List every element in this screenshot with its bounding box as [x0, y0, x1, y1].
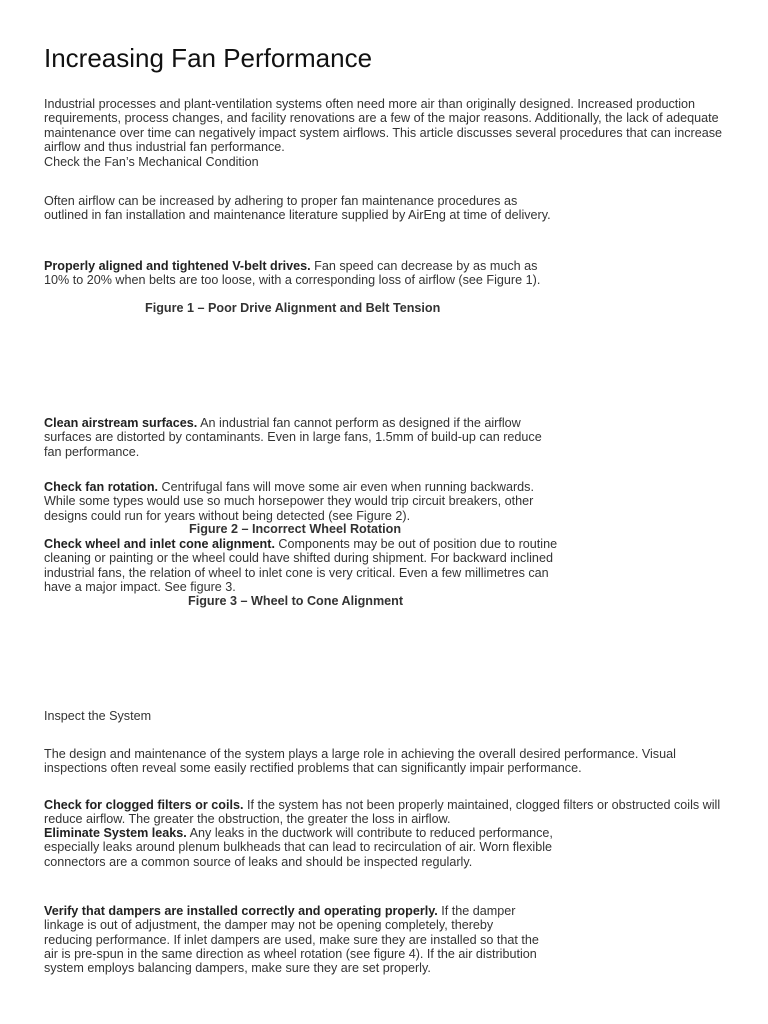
leaks-text: Any leaks in the ductwork will contribute to reduced performance, especially leaks around plenum bulkheads that can lead to recirculation of air. Worn flexible connectors are a common source of leaks and should be inspected regularly. [44, 826, 553, 869]
clean-surfaces-paragraph [44, 416, 560, 459]
rotation-lead: Check fan rotation. [44, 480, 159, 494]
figure-2-caption: Figure 2 – Incorrect Wheel Rotation [189, 522, 402, 536]
section-heading-system: Inspect the System [44, 709, 152, 723]
dampers-text: If the damper linkage is out of adjustment, the damper may not be opening completely, thereby reducing performance. If inlet dampers are used, make sure they are installed so that the air is pre-spun in the same direction as wheel rotation (see figure 4). If the air distribution system employs balancing dampers, make sure they are set properly. [44, 904, 539, 976]
fan-rotation-paragraph [44, 480, 544, 523]
vbelt-paragraph [44, 259, 560, 288]
cone-alignment-paragraph [44, 537, 559, 594]
leaks-paragraph [44, 826, 556, 869]
dampers-lead: Verify that dampers are installed correctly and operating properly. [44, 904, 438, 918]
vbelt-text: Fan speed can decrease by as much as 10% to 20% when belts are too loose, with a corresponding loss of airflow (see Figure 1). [44, 259, 541, 288]
figure-3-caption: Figure 3 – Wheel to Cone Alignment [188, 594, 404, 608]
cone-lead: Check wheel and inlet cone alignment. [44, 537, 275, 551]
system-paragraph: The design and maintenance of the system plays a large role in achieving the overall desired performance. Visual inspections often reveal some easily rectified problems that can significantly impair performance. [44, 747, 676, 776]
intro-paragraph: Industrial processes and plant-ventilation systems often need more air than originally designed. Increased production requirements, process changes, and facility renovations are a few of the major reasons. Additionally, the lack of adequate maintenance over time can negatively impact system airflows. This article discusses several procedures that can increase airflow and thus industrial fan performance. [44, 97, 723, 154]
vbelt-lead: Properly aligned and tightened V-belt drives. [44, 259, 311, 273]
page-title: Increasing Fan Performance [44, 43, 373, 73]
clean-text: An industrial fan cannot perform as designed if the airflow surfaces are distorted by contaminants. Even in large fans, 1.5mm of build-up can reduce fan performance. [44, 416, 542, 459]
filters-paragraph [44, 798, 724, 827]
rotation-text: Centrifugal fans will move some air even when running backwards. While some types would use so much horsepower they would trip circuit breakers, other designs could run for years without being detected (see Figure 2). [44, 480, 534, 523]
figure-1-caption: Figure 1 – Poor Drive Alignment and Belt Tension [145, 301, 441, 315]
filters-text: If the system has not been properly maintained, clogged filters or obstructed coils will reduce airflow. The greater the obstruction, the greater the loss in airflow. [44, 798, 721, 827]
cone-text: Components may be out of position due to routine cleaning or painting or the wheel could have shifted during shipment. For backward inclined industrial fans, the relation of wheel to inlet cone is very critical. Even a few millimetres can have a major impact. See figure 3. [44, 537, 558, 594]
leaks-lead: Eliminate System leaks. [44, 826, 187, 840]
clean-lead: Clean airstream surfaces. [44, 416, 198, 430]
maintenance-paragraph: Often airflow can be increased by adhering to proper fan maintenance procedures as outlined in fan installation and maintenance literature supplied by AirEng at time of delivery. [44, 194, 551, 223]
dampers-paragraph [44, 904, 544, 975]
filters-lead: Check for clogged filters or coils. [44, 798, 244, 812]
section-heading-mechanical: Check the Fan’s Mechanical Condition [44, 155, 259, 169]
